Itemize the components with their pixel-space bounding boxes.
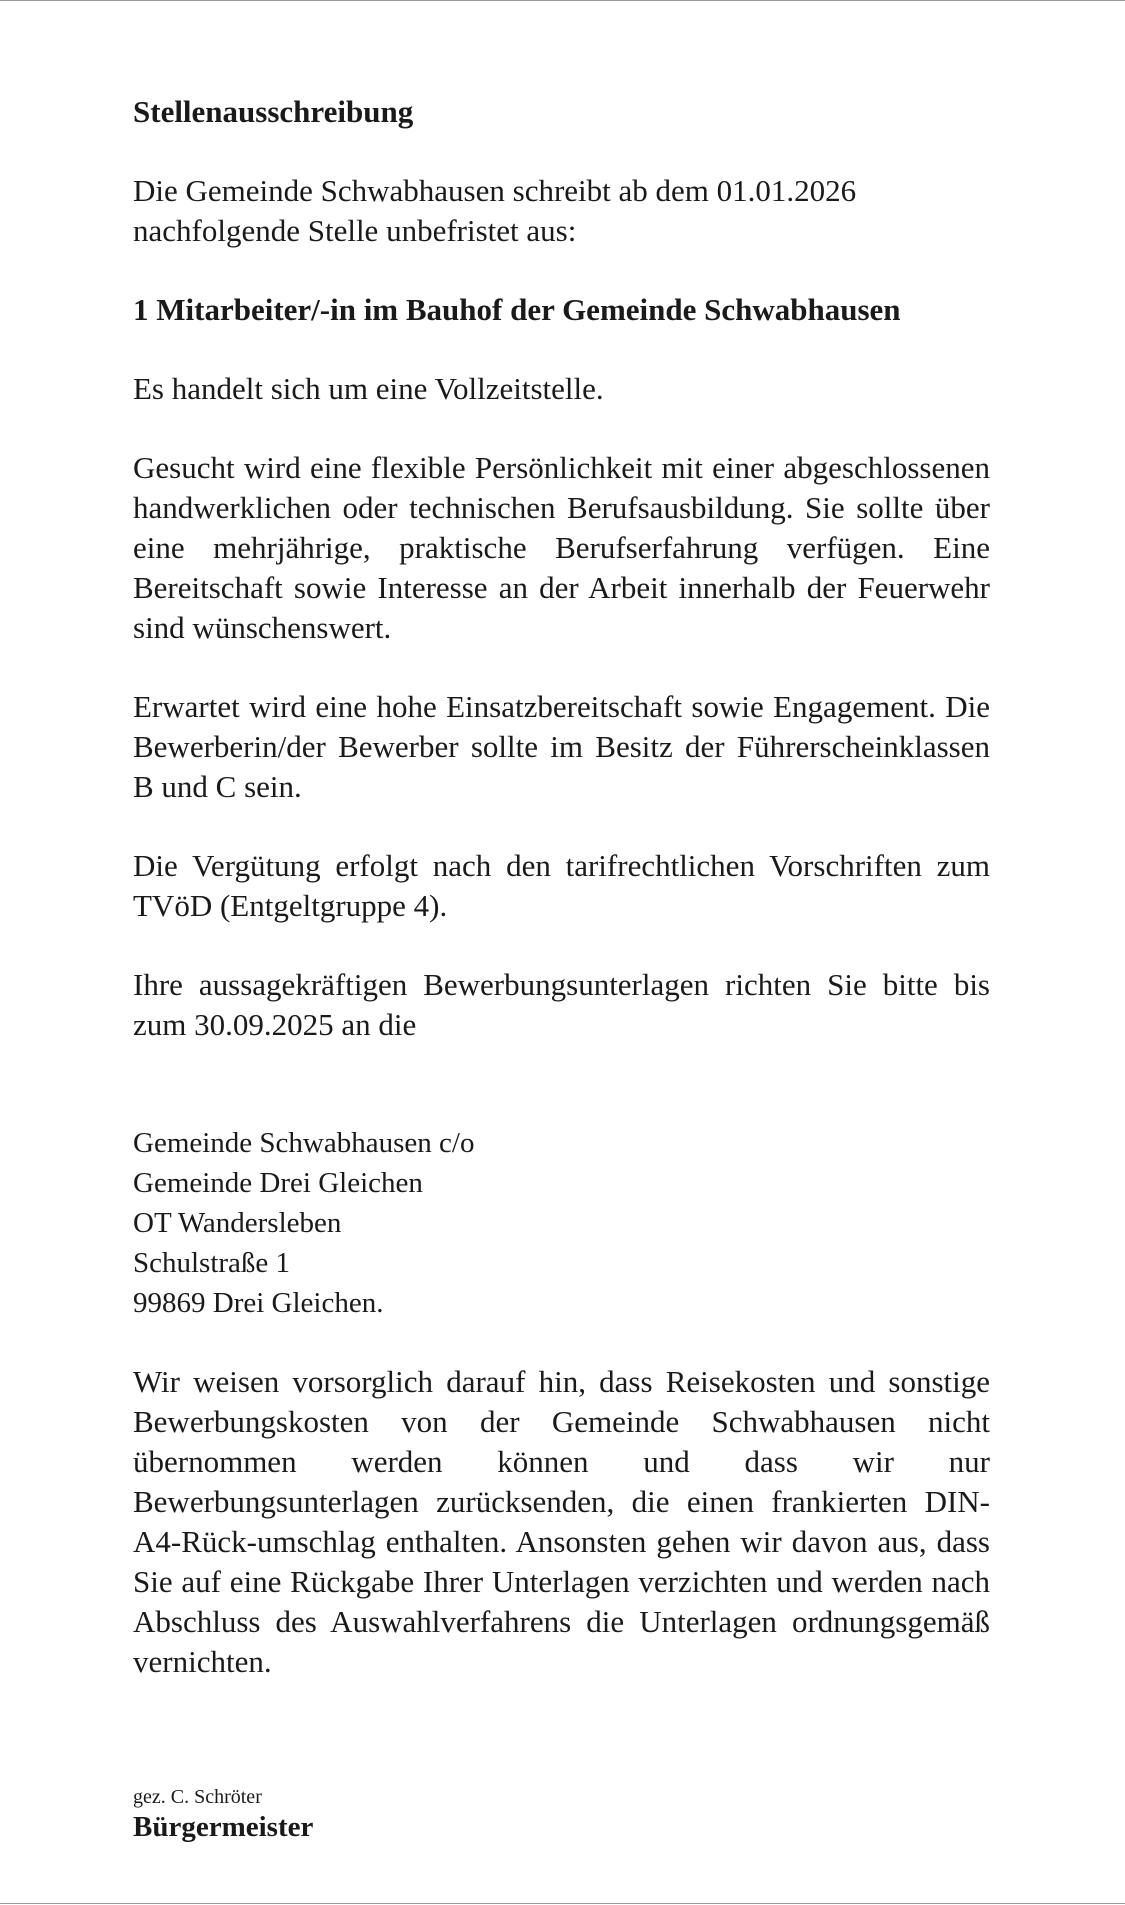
address-line-1: Gemeinde Schwabhausen c/o [133, 1127, 475, 1159]
address-line-3: OT Wandersleben [133, 1207, 342, 1239]
expectations-paragraph: Erwartet wird eine hohe Einsatzbereitschaft sowie Engagement. Die Bewerberin/der Bewerber sollte im Besitz der Führerscheinklassen B und C sein. [133, 689, 990, 804]
salary-paragraph: Die Vergütung erfolgt nach den tarifrechtlichen Vorschriften zum TVöD (Entgeltgruppe 4). [133, 848, 990, 923]
address-line-2: Gemeinde Drei Gleichen [133, 1167, 423, 1199]
requirements-paragraph: Gesucht wird eine flexible Persönlichkeit mit einer abgeschlossenen handwerklichen oder technischen Berufsausbildung. Sie sollte über eine mehrjährige, praktische Berufserfahrung verfügen. Eine Bereitschaft sowie Interesse an der Arbeit innerhalb der Feuerwehr sind wünschenswert. [133, 450, 990, 645]
signature-block [133, 1783, 313, 1843]
position-heading: 1 Mitarbeiter/-in im Bauhof der Gemeinde Schwabhausen [133, 292, 901, 327]
disclaimer-paragraph: Wir weisen vorsorglich darauf hin, dass Reisekosten und sonstige Bewerbungskosten von der Gemeinde Schwabhausen nicht übernommen werden können und dass wir nur Bewerbungsunterlagen zurücksenden, die einen frankierten DIN-A4-Rück-umschlag enthalten. Ansonsten gehen wir davon aus, dass Sie auf eine Rückgabe Ihrer Unterlagen verzichten und werden nach Abschluss des Auswahlverfahrens die Unterlagen ordnungsgemäß vernichten. [133, 1364, 990, 1679]
bottom-divider [0, 1903, 1125, 1904]
fulltime-paragraph: Es handelt sich um eine Vollzeitstelle. [133, 371, 604, 406]
intro-line-1: Die Gemeinde Schwabhausen schreibt ab dem 01.01.2026 [133, 173, 857, 208]
address-block [133, 1123, 990, 1323]
signer-role: Bürgermeister [133, 1811, 314, 1843]
top-divider [0, 0, 1125, 1]
address-line-5: 99869 Drei Gleichen. [133, 1287, 384, 1319]
intro-line-2: nachfolgende Stelle unbefristet aus: [133, 213, 577, 248]
application-paragraph: Ihre aussagekräftigen Bewerbungsunterlagen richten Sie bitte bis zum 30.09.2025 an die [133, 967, 990, 1042]
intro-paragraph [133, 171, 990, 251]
job-posting-document [133, 92, 990, 1721]
document-title: Stellenausschreibung [133, 94, 414, 129]
address-line-4: Schulstraße 1 [133, 1247, 291, 1279]
signed-by: gez. C. Schröter [133, 1786, 262, 1808]
